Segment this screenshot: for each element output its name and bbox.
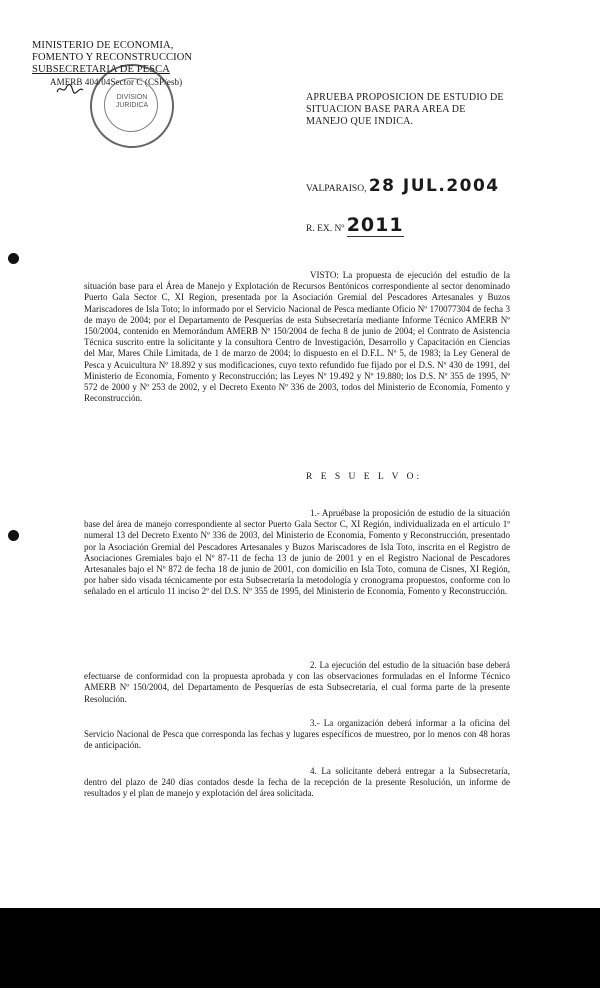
- handwritten-date: 28 JUL.2004: [368, 176, 500, 196]
- resolution-item-1: 1.- Apruébase la proposición de estudio de la situación base del área de manejo correspondiente al sector Puerto Gala Sector C, XI Región, individualizada en el artículo 1º numeral 13 del Decreto Exento Nº 336 de 2003, del Ministerio de Economía, Fomento y Reconstrucción, presentado por la Asociación Gremial del Pescadores Artesanales y Buzos Mariscadores de Isla Toto, inscrita en el Registro de Asociaciones Gremiales bajo el Nº 87-11 de fecha 13 de junio de 2001 y en el Registro Nacional de Pescadores Artesanales bajo el Nº 872 de fecha 18 de junio de 2001, con domicilio en Isla Toto, comuna de Cisnes, XI Región, por haber sido visada técnicamente por esta Subsecretaría la metodología y cronograma propuestos, conforme con lo señalado en el artículo 11 inciso 2º del D.S. Nº 355 de 1995, del Ministerio de Economía, Fomento y Reconstrucción.: [84, 508, 510, 597]
- punch-hole-icon: [8, 530, 19, 541]
- letterhead-fomento: FOMENTO Y RECONSTRUCCION: [32, 52, 193, 63]
- resolution-title: APRUEBA PROPOSICION DE ESTUDIO DE SITUACION BASE PARA AREA DE MANEJO QUE INDICA.: [306, 92, 504, 127]
- stamp-line-1: DIVISION: [116, 94, 148, 101]
- letterhead-subsecretaria: SUBSECRETARIA DE PESCA: [32, 64, 170, 75]
- visto-paragraph: VISTO: La propuesta de ejecución del estudio de la situación base para el Área de Manejo y Explotación de Recursos Bentónicos correspondiente al sector denominado Puerto Gala Sector C, XI Region, presentada por la Asociación Gremial del Pescadores Artesanales y Buzos Mariscadores de Isla Toto; lo informado por el Servicio Nacional de Pesca mediante Oficio Nº 170077304 de fecha 3 de mayo de 2004; por el Departamento de Pesquerías de esta Subsecretaría mediante Informe Técnico AMERB Nº 150/2004, contenido en Memorándum AMERB Nº 150/2004 de fecha 8 de junio de 2004; el Contrato de Asistencia Técnica suscrito entre la solicitante y la consultora Centro de Investigación, Desarrollo y Capacitación en Ciencias del Mar, Mares Chile Limitada, de 1 de marzo de 2004; lo dispuesto en el D.F.L. Nº 5, de 1983; la Ley General de Pesca y Acuicultura Nº 18.892 y sus modificaciones, cuyo texto refundido fue fijado por el D.S. Nº 430 de 1991, del Ministerio de Economía, Fomento y Reconstrucción; las Leyes Nº 19.492 y Nº 19.880; los D.S. Nº 355 de 1995, Nº 572 de 2000 y Nº 253 de 2002, y el Decreto Exento Nº 336 de 2003, todos del Ministerio de Economía, Fomento y Reconstrucción.: [84, 270, 510, 404]
- date-line: [306, 176, 500, 196]
- resolution-label: R. EX. Nº: [306, 224, 345, 234]
- resolution-number-line: [306, 214, 404, 236]
- resolution-item-2: 2. La ejecución del estudio de la situación base deberá efectuarse de conformidad con la propuesta aprobada y con las observaciones formuladas en el Informe Técnico AMERB Nº 150/2004, del Departamento de Pesquerías de esta Subsecretaría, el cual forma parte de la presente Resolución.: [84, 660, 510, 704]
- stamp-line-2: JURIDICA: [115, 102, 149, 109]
- reference-code: AMERB 404/04Sector C (CSP/esb): [50, 77, 183, 87]
- resolution-number: 2011: [346, 214, 404, 236]
- division-juridica-stamp: [90, 64, 174, 148]
- resuelvo-heading: R E S U E L V O:: [306, 472, 423, 482]
- city-label: VALPARAISO,: [306, 184, 367, 194]
- initials-signature-icon: [55, 82, 85, 96]
- letterhead-ministry: MINISTERIO DE ECONOMIA,: [32, 40, 174, 51]
- resolution-item-4: 4. La solicitante deberá entregar a la Subsecretaría, dentro del plazo de 240 días contados desde la fecha de la recepción de la presente Resolución, un informe de resultados y el plan de manejo y explotación del área solicitada.: [84, 766, 510, 799]
- punch-hole-icon: [8, 253, 19, 264]
- resolution-item-3: 3.- La organización deberá informar a la oficina del Servicio Nacional de Pesca que corresponda las fechas y lugares específicos de muestreo, por lo menos con 48 horas de anticipación.: [84, 718, 510, 751]
